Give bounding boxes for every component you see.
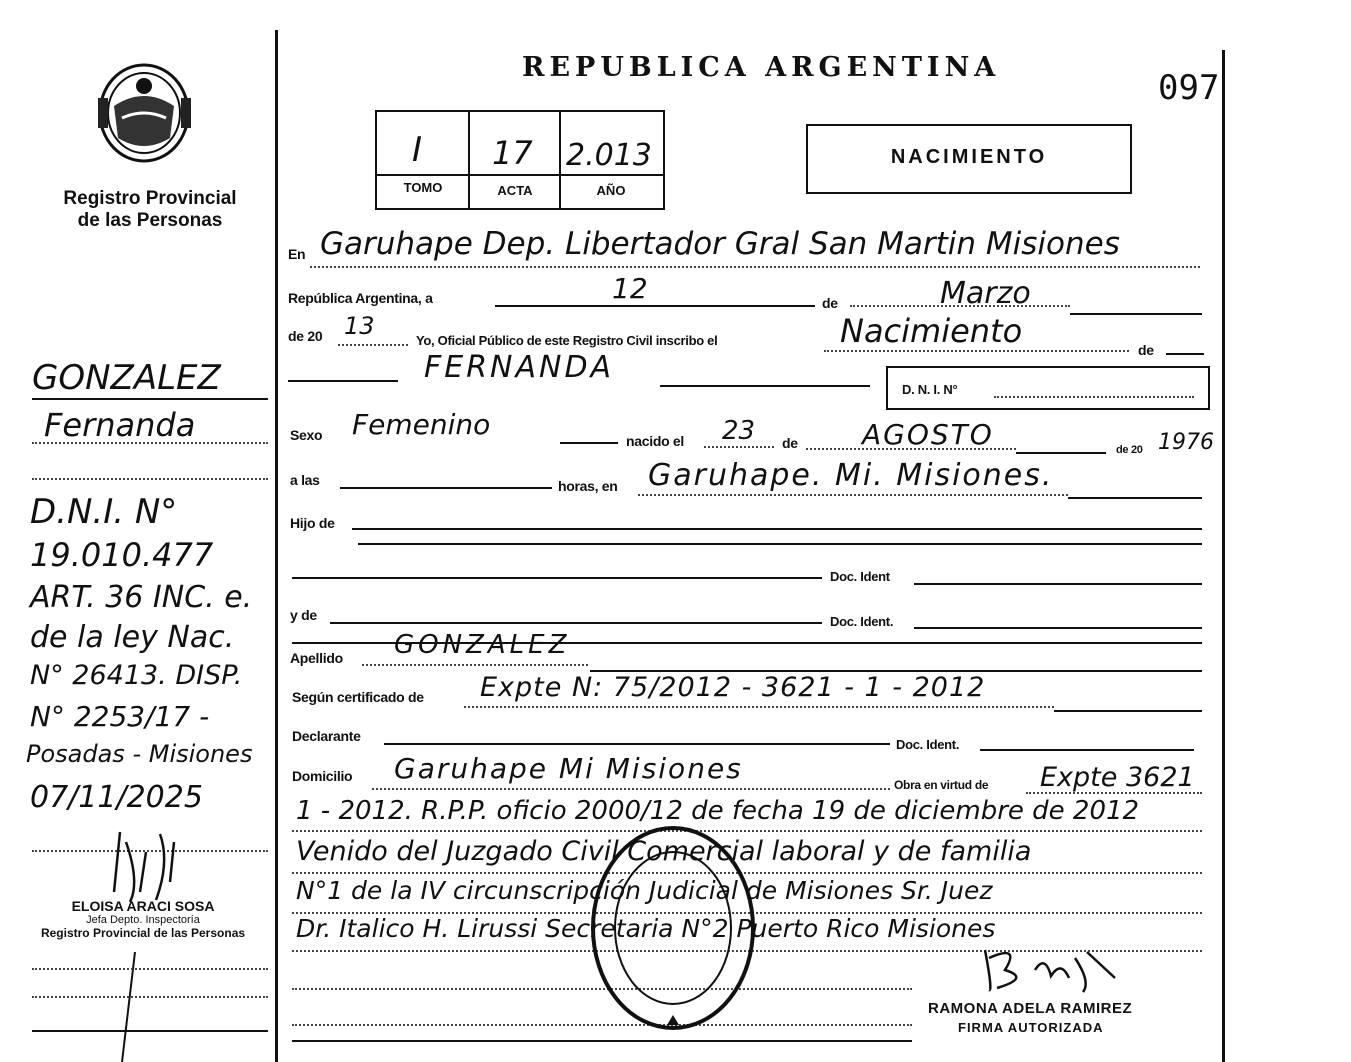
value-anio-corto: 13 xyxy=(344,312,375,340)
field-line xyxy=(638,494,1068,496)
field-line xyxy=(660,385,870,387)
field-line xyxy=(292,577,822,579)
acta-value: 17 xyxy=(492,134,533,172)
sidebar-note-1: ART. 36 INC. e. xyxy=(30,580,253,615)
field-line xyxy=(330,622,822,624)
signer-org: Registro Provincial de las Personas xyxy=(40,926,246,940)
field-line xyxy=(352,528,1202,530)
label-oficial: Yo, Oficial Público de este Registro Civil inscribo el xyxy=(416,333,718,348)
value-dia: 12 xyxy=(612,272,648,305)
value-nombre: FERNANDA xyxy=(424,350,615,385)
official-signature xyxy=(975,940,1125,998)
value-mes: Marzo xyxy=(940,276,1031,311)
sidebar-surname: GONZALEZ xyxy=(32,358,221,398)
sidebar-rule xyxy=(32,398,268,400)
signer-title: Jefa Depto. Inspectoría xyxy=(86,914,200,926)
field-line xyxy=(980,749,1194,751)
label-dni: D. N. I. N° xyxy=(902,382,958,397)
tomo-label: TOMO xyxy=(403,180,443,195)
sidebar-signature xyxy=(100,822,210,1062)
field-line xyxy=(1166,353,1204,355)
field-line xyxy=(310,266,1200,268)
signer-name: ELOISA ARACI SOSA xyxy=(71,898,215,914)
note-line-1: 1 - 2012. R.P.P. oficio 2000/12 de fecha 19 de diciembre de 2012 xyxy=(296,796,1140,826)
value-domicilio: Garuhape Mi Misiones xyxy=(394,752,743,785)
country-title: REPUBLICA ARGENTINA xyxy=(522,52,1001,83)
right-border xyxy=(1222,50,1225,1062)
tomo-value: I xyxy=(412,130,423,170)
label-segun: Según certificado de xyxy=(292,689,424,705)
value-lugar: Garuhape Dep. Libertador Gral San Martin Misiones xyxy=(320,226,1120,262)
field-line xyxy=(1070,313,1202,315)
field-line xyxy=(1068,497,1202,499)
field-line xyxy=(340,487,552,489)
signer-block xyxy=(12,898,274,940)
label-docident-3: Doc. Ident. xyxy=(896,737,960,752)
label-apellido: Apellido xyxy=(290,650,343,666)
label-de-2: de xyxy=(782,435,798,451)
sidebar-dots xyxy=(32,442,268,444)
value-nac-mes: AGOSTO xyxy=(862,418,994,451)
sidebar-note-5: Posadas - Misiones xyxy=(26,740,253,768)
value-sexo: Femenino xyxy=(352,408,491,441)
label-de20b: de 20 xyxy=(1116,444,1143,456)
value-lugar-nac: Garuhape. Mi. Misiones. xyxy=(648,458,1054,493)
sidebar-rule xyxy=(32,1030,268,1032)
label-de-1: de xyxy=(822,295,838,311)
label-de20: de 20 xyxy=(288,328,323,344)
value-nac-anio: 1976 xyxy=(1158,430,1214,455)
label-de-end: de xyxy=(1138,342,1154,358)
label-horas: horas, en xyxy=(558,478,618,494)
note-line-3: N°1 de la IV circunscripción Judicial de Misiones Sr. Juez xyxy=(296,876,993,905)
field-line xyxy=(358,543,1202,545)
sidebar-note-2: de la ley Nac. xyxy=(30,620,235,655)
sidebar-note-3: N° 26413. DISP. xyxy=(30,660,243,691)
field-line xyxy=(1054,710,1202,712)
official-stamp xyxy=(586,820,761,1035)
org-name xyxy=(40,188,260,232)
record-divider xyxy=(375,174,663,176)
label-obra: Obra en virtud de xyxy=(894,778,989,792)
official-name: RAMONA ADELA RAMIREZ xyxy=(928,1000,1133,1017)
sidebar-dots xyxy=(32,478,268,480)
anio-value: 2.013 xyxy=(566,138,652,173)
field-line xyxy=(495,305,815,307)
sidebar-date: 07/11/2025 xyxy=(30,780,203,815)
field-line xyxy=(1016,452,1106,454)
anio-label: AÑO xyxy=(596,183,626,198)
org-line-1: Registro Provincial xyxy=(63,188,237,209)
sidebar-note-4: N° 2253/17 - xyxy=(30,700,210,733)
label-sexo: Sexo xyxy=(290,427,323,443)
field-line xyxy=(914,627,1202,629)
official-title: FIRMA AUTORIZADA xyxy=(958,1020,1104,1035)
label-docident-2: Doc. Ident. xyxy=(830,614,894,629)
field-line xyxy=(362,664,588,666)
field-line xyxy=(824,350,1129,352)
value-nac-dia: 23 xyxy=(722,416,756,446)
margin-divider xyxy=(275,30,278,1062)
label-yde: y de xyxy=(290,607,317,623)
field-line xyxy=(994,396,1194,398)
label-docident-1: Doc. Ident xyxy=(830,569,890,584)
field-line xyxy=(288,380,398,382)
sidebar-dots xyxy=(32,996,268,998)
value-acto: Nacimiento xyxy=(840,312,1023,350)
field-line xyxy=(560,442,618,444)
value-apellido: GONZALEZ xyxy=(394,630,571,660)
label-alas: a las xyxy=(290,472,320,488)
field-line xyxy=(914,583,1202,585)
org-line-2: de las Personas xyxy=(77,210,223,231)
provincial-seal-logo xyxy=(92,58,197,168)
sidebar-dni-label: D.N.I. N° xyxy=(30,492,178,532)
value-obra: Expte 3621 xyxy=(1040,762,1195,793)
label-declarante: Declarante xyxy=(292,728,361,744)
note-line-2: Venido del Juzgado Civil Comercial laboral y de familia xyxy=(296,836,1032,867)
field-line xyxy=(338,344,408,346)
sidebar-dni: 19.010.477 xyxy=(30,536,214,574)
field-line xyxy=(292,1040,912,1042)
field-line xyxy=(704,446,774,448)
acta-label: ACTA xyxy=(497,183,533,198)
field-line xyxy=(1026,792,1202,794)
label-en: En xyxy=(288,246,306,262)
label-hijo: Hijo de xyxy=(290,515,335,531)
sidebar-name: Fernanda xyxy=(44,406,196,444)
value-certificado: Expte N: 75/2012 - 3621 - 1 - 2012 xyxy=(480,672,986,703)
label-domicilio: Domicilio xyxy=(292,768,353,784)
label-republica: República Argentina, a xyxy=(288,290,433,306)
sidebar-dots xyxy=(32,968,268,970)
field-line xyxy=(384,743,890,745)
field-line xyxy=(372,788,890,790)
note-line-4: Dr. Italico H. Lirussi Secretaria N°2 Puerto Rico Misiones xyxy=(296,914,996,943)
label-nacido: nacido el xyxy=(626,433,684,449)
page-number: 097 xyxy=(1158,68,1220,108)
record-type: NACIMIENTO xyxy=(890,146,1048,168)
field-line xyxy=(464,706,1054,708)
